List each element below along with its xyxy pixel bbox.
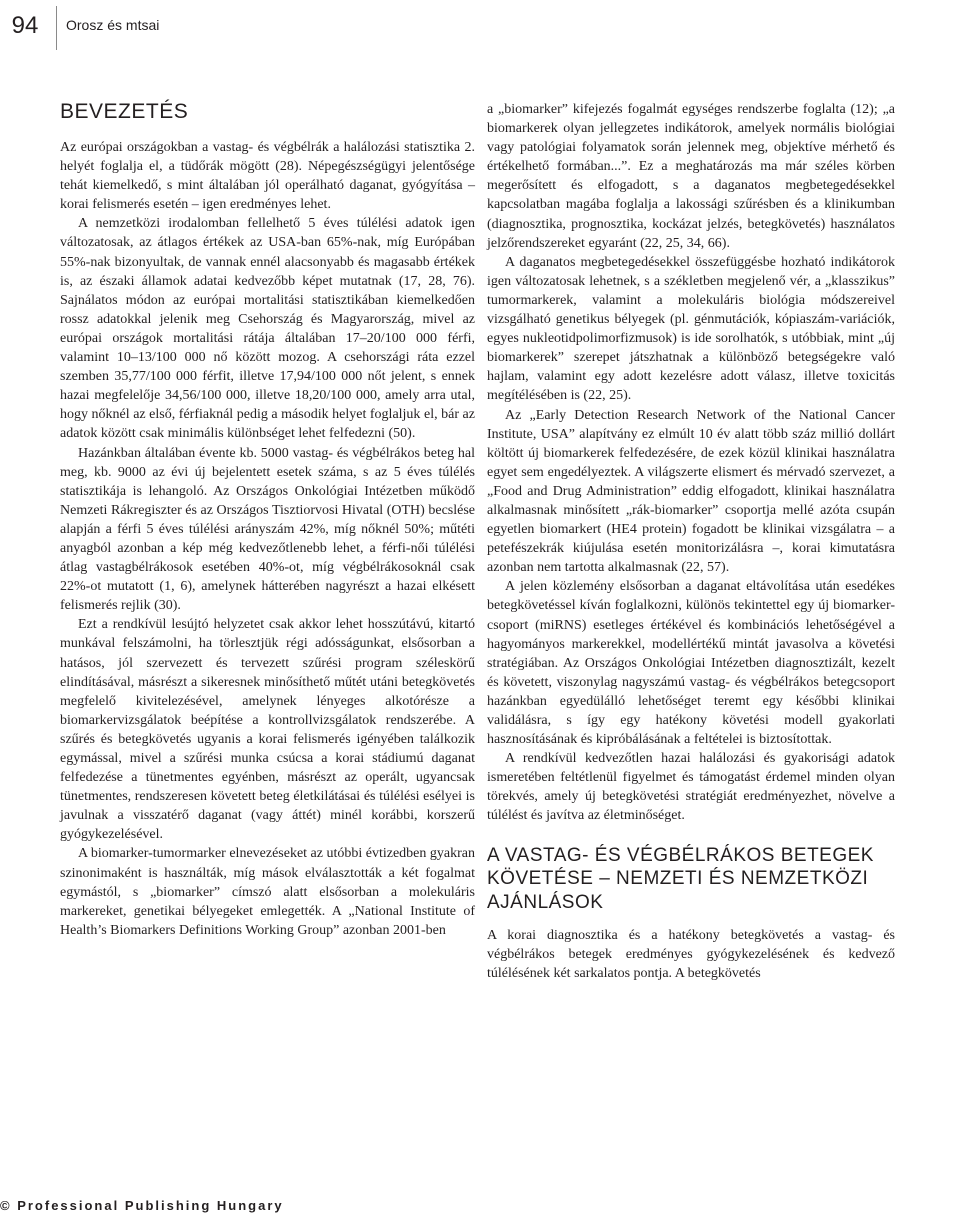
- paragraph: A nemzetközi irodalomban fellelhető 5 éves túlélési adatok igen változatosak, az átlagos értékek az USA-ban 65%-nak, míg Európában 55%-nak bizonyultak, de vannak ennél alacsonyabb és magasabb értékek is, az északi államok adatai kedvezőbb képet mutatnak (17, 28, 76). Sajnálatos módon az európai mortalitási statisztikában kiemelkedően rossz adatokkal jelenik meg Csehország és Magyarország, mivel az európai országok mortalitási rátája általában 17–20/100 000 férfi, valamint 10–13/100 000 nő között mozog. A csehországi ráta ezzel szemben 35,77/100 000 férfit, illetve 17,94/100 000 nőt jelent, s ennek hazai megfelelője 34,56/100 000, illetve 18,20/100 000, amely arra utal, hogy nőknél az első, férfiaknál pedig a második helyet foglaljuk el, bár az adatok között csak minimális különbséget lehet felfedezni (50).: [60, 216, 475, 442]
- running-head-authors: Orosz és mtsai: [66, 17, 160, 33]
- paragraph: A daganatos megbetegedésekkel összefüggésbe hozható indikátorok igen változatosak lehetnek, s a székletben megjelenő vér, a „klasszikus” tumormarkerek, valamint a molekuláris biológia módszereivel vizsgálható genetikus bélyegek (pl. génmutációk, kópiaszám-variációk, egyes nukleotidpolimorfizmusok) is ide sorolhatók, s utóbbiak, mint „új biomarkerek” szerepet játszhatnak a különböző betegségekre való hajlam, valamint egy adott kezelésre adott válasz, illetve toxicitás megítélésében is (22, 25).: [487, 254, 895, 404]
- paragraph: Hazánkban általában évente kb. 5000 vastag- és végbélrákos beteg hal meg, kb. 9000 az évi új bejelentett esetek száma, s az 5 éves túlélés statisztikája is lehangoló. Az Országos Onkológiai Intézetben működő Nemzeti Rákregiszter és az Országos Tisztiorvosi Hivatal (OTH) becslése alapján a férfi 5 éves túlélési arányszám 42%, míg nőknél 50%; műtéti anyagból azonban a kép még kedvezőtlenebb lehet, a férfi-női túlélési átlag vastagbélrákosok esetében 40%-ot, míg végbélrákosoknál csak 22%-ot mutatott (1, 6), amelynek hátterében nagyrészt a hazai elkésett felismerés rejlik (30).: [60, 445, 475, 614]
- paragraph: Az európai országokban a vastag- és végbélrák a halálozási statisztika 2. helyét foglalja el, a tüdőrák mögött (28). Népegészségügyi jelentősége tehát kiemelkedő, s mint általában jól operálható daganat, gyógyítása – korai felismerés esetén – igen eredményes lehet.: [60, 140, 475, 213]
- footer-copyright: © Professional Publishing Hungary: [0, 1198, 284, 1213]
- section-heading-intro: BEVEZETÉS: [60, 100, 189, 123]
- section-heading-followup: A VASTAG- ÉS VÉGBÉLRÁKOS BETEGEK KÖVETÉSE – NEMZETI ÉS NEMZETKÖZI AJÁNLÁSOK: [487, 844, 874, 913]
- left-column: [60, 98, 475, 940]
- paragraph: A korai diagnosztika és a hatékony betegkövetés a vastag- és végbélrákos betegek eredményes gyógykezelésének és kedvező túlélésének két sarkalatos pontja. A betegkövetés: [487, 928, 895, 982]
- right-column: [487, 100, 895, 983]
- paragraph: Ezt a rendkívül lesújtó helyzetet csak akkor lehet hosszútávú, kitartó munkával felszámolni, ha törlesztjük régi adósságunkat, elsősorban a hatásos, jól szervezett és tervezett szűrési program széleskörű elindításával, másrészt a sikeresnek minősíthető műtét utáni betegkövetés megfelelő kivitelezésével, amelynek lényeges alkotórésze a biomarkervizsgálatok beépítése a kontrollvizsgálatok rendszerébe. A szűrés és betegkövetés ugyanis a korai felismerés igényében találkozik egymással, mivel a szűrési munka csúcsa a korai stádiumú daganat felfedezése a tünetmentes egyénben, másrészt az operált, ugyancsak tünetmentes, rendszeresen követett beteg életkilátásai és túlélési esélyei is javulnak a visszatérő daganat (vagy áttét) minél korábbi, korszerű gyógykezelésével.: [60, 617, 475, 843]
- paragraph: Az „Early Detection Research Network of the National Cancer Institute, USA” alapítvány ez elmúlt 10 év alatt több száz millió dollárt költött új biomarkerek felfedezésére, de ezek közül klinikai használatra egyet sem engedélyeztek. A világszerte elismert és mérvadó szervezet, a „Food and Drug Administration” eddig elfogadott, klinikai használatra alkalmasnak minősített „rák-biomarker” csoportja mellé azóta csupán egyetlen biomarkert (HE4 protein) fogadott be klinikai vizsgálatra – a petefészekrák kiújulása esetén monitorizálásra –, korai kimutatásra azonban nem tartotta alkalmasnak (22, 57).: [487, 407, 895, 576]
- header-divider: [56, 6, 57, 50]
- paragraph: a „biomarker” kifejezés fogalmát egységes rendszerbe foglalta (12); „a biomarkerek olyan jellegzetes indikátorok, amelyek normális biológiai vagy patológiai folyamatok során jelennek meg, objektíve mérhető és értékelhető formában...”. Ez a meghatározás ma már széles körben megerősített és elfogadott, s a daganatos megbetegedésekkel kapcsolatban magába foglalja a lakossági szűrésben és a klinikumban (diagnosztika, prognosztika, kockázat jelzés, betegkövetés) használatos jelzőrendszereket egyaránt (22, 25, 34, 66).: [487, 102, 895, 251]
- paragraph: A biomarker-tumormarker elnevezéseket az utóbbi évtizedben gyakran szinonimaként is használták, míg mások elválasztották a két fogalmat egymástól, s „biomarker” címszó alatt elsősorban a molekuláris markereket, genetikai bélyegeket emlegették. A „National Institute of Health’s Biomarkers Definitions Working Group” azonban 2001-ben: [60, 846, 475, 938]
- paragraph: A jelen közlemény elsősorban a daganat eltávolítása után esedékes betegkövetéssel kíván foglalkozni, különös tekintettel egy új biomarker-csoport (miRNS) esetleges értékével és kombinációs lehetőségével a hagyományos markerekkel, modellértékű mintát javasolva a követési stratégiában. Az Országos Onkológiai Intézetben diagnosztizált, kezelt és követett, viszonylag nagyszámú vastag- és végbélrákos betegcsoport hazánkban egyedülálló lehetőséget teremt egy későbbi klinikai validálásra, s így egy hatékony követési modell gyakorlati hasznosításának és kipróbálásának a feltételei is biztosítottak.: [487, 579, 895, 748]
- page-number: 94: [11, 12, 39, 39]
- paragraph: A rendkívül kedvezőtlen hazai halálozási és gyakorisági adatok ismeretében feltétlenül figyelmet és támogatást érdemel minden olyan törekvés, amely új betegkövetési stratégiát eredményezhet, növelve a túlélést és javítva az életminőséget.: [487, 751, 895, 824]
- page-header: [0, 0, 960, 58]
